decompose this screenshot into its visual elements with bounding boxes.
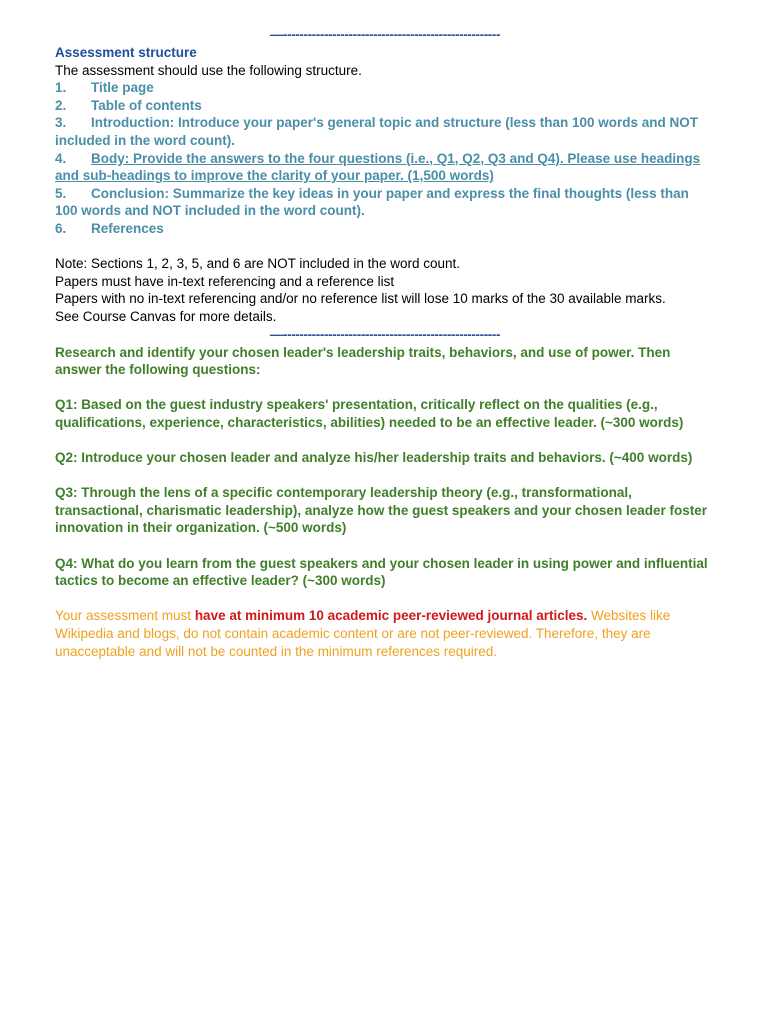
- requirement-emphasis: have at minimum 10 academic peer-reviewed journal articles.: [194, 608, 588, 624]
- structure-item-text: Body: Provide the answers to the four questions (i.e., Q1, Q2, Q3 and Q4). Please use headings and sub-headings to improve the clarity of your paper. (1,500 words): [55, 150, 701, 184]
- note-line-3: Papers with no in-text referencing and/or no reference list will lose 10 marks of the 30 available marks.: [55, 291, 666, 307]
- structure-item-6: [55, 220, 715, 238]
- structure-item-3: [55, 114, 715, 149]
- structure-item-text: Table of contents: [91, 97, 202, 113]
- structure-item-number: 2.: [55, 97, 67, 113]
- reference-requirement: [55, 607, 715, 660]
- note-line-4: See Course Canvas for more details.: [55, 308, 277, 324]
- research-intro: Research and identify your chosen leader's leadership traits, behaviors, and use of power. Then answer the following questions:: [55, 344, 671, 378]
- spacer: [55, 537, 715, 555]
- question-q4: Q4: What do you learn from the guest speakers and your chosen leader in using power and influential tactics to become an effective leader? (~300 words): [55, 555, 708, 589]
- requirement-part-1: Your assessment must: [55, 608, 195, 624]
- requirement-part-3: Websites like Wikipedia and blogs, do not contain academic content or are not peer-reviewed. Therefore, they are unacceptable and will not be counted in the minimum references required.: [55, 608, 671, 659]
- spacer: [55, 590, 715, 608]
- assessment-intro: The assessment should use the following structure.: [55, 62, 362, 78]
- structure-item-text: Introduction: Introduce your paper's general topic and structure (less than 100 words and NOT included in the word count).: [55, 115, 699, 148]
- structure-item-number: 6.: [55, 220, 67, 236]
- structure-item-text: Conclusion: Summarize the key ideas in your paper and express the final thoughts (less than 100 words and NOT included in the word count).: [55, 185, 689, 219]
- question-q1: Q1: Based on the guest industry speakers' presentation, critically reflect on the qualities (e.g., qualifications, experience, characteristics, abilities) needed to be an effective leader. (~300 words): [55, 397, 684, 430]
- structure-item-text: Title page: [91, 80, 154, 96]
- divider-top: —-----------------------------------------------------: [269, 27, 501, 42]
- spacer: [55, 467, 715, 485]
- structure-item-4: [55, 150, 715, 185]
- structure-item-number: 1.: [55, 80, 67, 96]
- structure-item-1: [55, 79, 715, 97]
- assessment-structure-heading: Assessment structure: [55, 45, 197, 60]
- spacer: [55, 379, 715, 397]
- structure-item-5: [55, 185, 715, 220]
- divider-mid: —-----------------------------------------------------: [269, 326, 501, 342]
- document-content: [55, 26, 715, 660]
- note-line-2: Papers must have in-text referencing and a reference list: [55, 273, 395, 289]
- question-q3: Q3: Through the lens of a specific contemporary leadership theory (e.g., transformational, transactional, charismatic leadership), analyze how the guest speakers and your chosen leader foster innovation in their organization. (~500 words): [55, 485, 707, 536]
- structure-item-text: References: [91, 220, 164, 236]
- structure-item-number: 3.: [55, 115, 67, 131]
- structure-item-number: 4.: [55, 150, 67, 166]
- question-q2: Q2: Introduce your chosen leader and analyze his/her leadership traits and behaviors. (~400 words): [55, 450, 693, 466]
- spacer: [55, 431, 715, 449]
- structure-item-2: [55, 97, 715, 115]
- note-line-1: Note: Sections 1, 2, 3, 5, and 6 are NOT included in the word count.: [55, 256, 460, 272]
- structure-item-number: 5.: [55, 185, 67, 201]
- spacer: [55, 238, 715, 256]
